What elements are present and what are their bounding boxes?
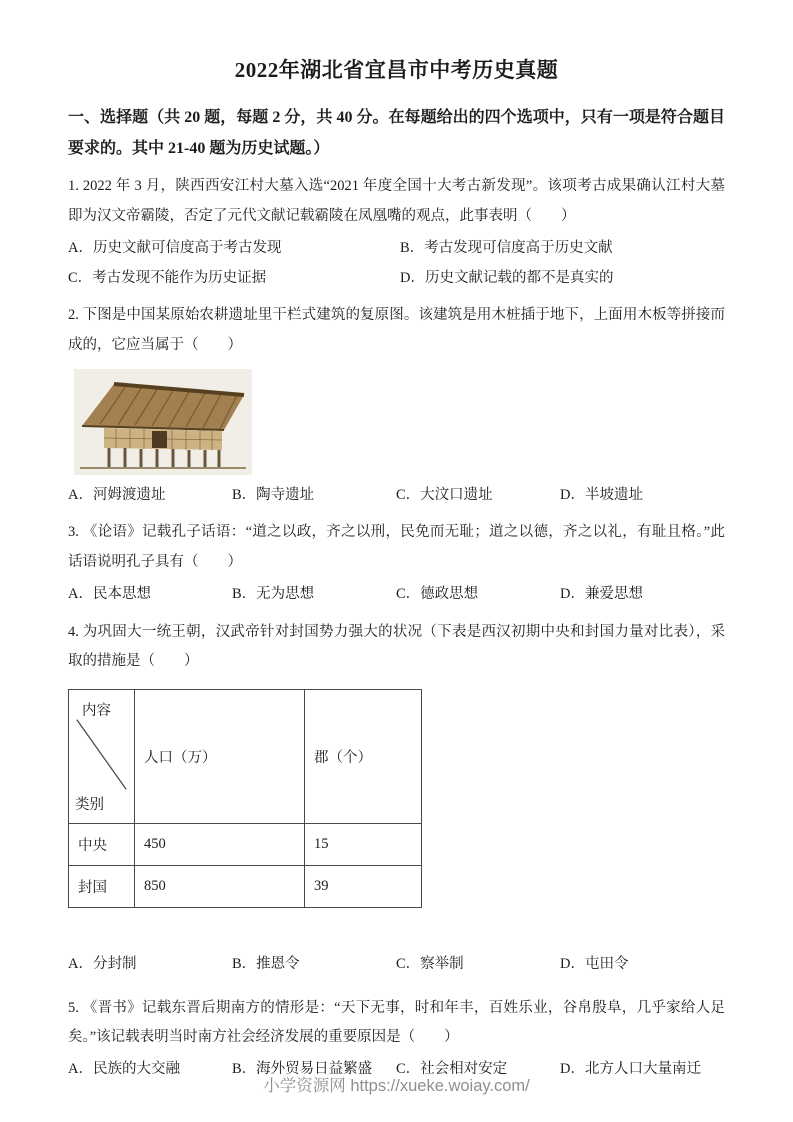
table-cell-population: 450 (135, 824, 305, 866)
table-cell-jun: 39 (305, 866, 422, 908)
central-vs-fiefdom-table (68, 689, 422, 908)
question-3-stem: 3. 《论语》记载孔子话语：“道之以政，齐之以刑，民免而无耻；道之以德，齐之以礼，有耻且格。”此话语说明孔子具有（ ） (68, 524, 725, 571)
table-header-row (69, 690, 422, 824)
question-5-option-a: A．民族的大交融 (68, 1061, 180, 1078)
question-2-option-d: D．半坡遗址 (560, 486, 643, 503)
question-5-option-c: C．社会相对安定 (396, 1061, 508, 1078)
question-1-option-a: A．历史文献可信度高于考古发现 (68, 239, 282, 256)
table-col-header-jun: 郡（个） (305, 690, 422, 824)
question-5-option-d: D．北方人口大量南迁 (560, 1061, 701, 1078)
question-2-option-a: A．河姆渡遗址 (68, 486, 166, 503)
question-4-stem: 4. 为巩固大一统王朝，汉武帝针对封国势力强大的状况（下表是西汉初期中央和封国力量对比表），采取的措施是（ ） (68, 623, 725, 670)
page-footer (0, 1072, 793, 1096)
document-title: 2022年湖北省宜昌市中考历史真题 (234, 58, 559, 82)
table-row-fiefdom (69, 866, 422, 908)
stilt-house-image (74, 369, 252, 475)
question-1-option-b: B．考古发现可信度高于历史文献 (400, 239, 613, 256)
table-row-central (69, 824, 422, 866)
question-2-stem: 2. 下图是中国某原始农耕遗址里干栏式建筑的复原图。该建筑是用木桩插于地下，上面用木板等拼接而成的，它应当属于（ ） (68, 307, 725, 353)
question-3-option-d: D．兼爱思想 (560, 585, 643, 602)
table-cell-jun: 15 (305, 824, 422, 866)
question-5-stem: 5. 《晋书》记载东晋后期南方的情形是：“天下无事，时和年丰，百姓乐业，谷帛殷阜，几乎家给人足矣。”该记载表明当时南方社会经济发展的重要原因是（ ） (68, 999, 725, 1046)
footer-link[interactable]: https://xueke.woiay.com/ (350, 1077, 530, 1095)
table-corner-cell (69, 690, 135, 824)
question-3-options (68, 580, 725, 610)
table-cell-label: 封国 (69, 866, 135, 908)
question-5-option-b: B．海外贸易日益繁盛 (232, 1061, 373, 1078)
question-4-options (68, 950, 725, 980)
question-1-stem: 1. 2022 年 3 月，陕西西安江村大墓入选“2021 年度全国十大考古新发现”。该项考古成果确认江村大墓即为汉文帝霸陵，否定了元代文献记载霸陵在凤凰嘴的观点，此事表明（ ） (68, 178, 725, 225)
question-3-option-a: A．民本思想 (68, 585, 151, 602)
table-cell-population: 850 (135, 866, 305, 908)
question-4-option-a: A．分封制 (68, 956, 137, 972)
question-3 (68, 518, 725, 609)
question-2 (68, 301, 725, 510)
table-col-header-population: 人口（万） (135, 690, 305, 824)
question-3-option-b: B．无为思想 (232, 585, 315, 602)
question-1-option-d: D．历史文献记载的都不是真实的 (400, 269, 614, 286)
question-4-option-b: B．推恩令 (232, 956, 300, 972)
question-4-option-c: C．察举制 (396, 956, 464, 972)
question-4-option-d: D．屯田令 (560, 956, 629, 972)
question-2-options (68, 481, 725, 511)
table-corner-bottom-label: 类别 (75, 797, 104, 813)
question-1 (68, 172, 725, 293)
table-corner-top-label: 内容 (82, 703, 111, 719)
question-2-option-b: B．陶寺遗址 (232, 486, 315, 503)
table-cell-label: 中央 (69, 824, 135, 866)
question-1-options (68, 234, 725, 293)
footer-site-name: 小学资源网 (263, 1077, 351, 1095)
question-3-option-c: C．德政思想 (396, 585, 479, 602)
stilt-house-illustration (74, 369, 252, 475)
section-header: 一、选择题（共 20 题，每题 2 分，共 40 分。在每题给出的四个选项中，只有一项是符合题目要求的。其中 21-40 题为历史试题。） (68, 109, 725, 158)
question-2-option-c: C．大汶口遗址 (396, 486, 493, 503)
question-4 (68, 618, 725, 980)
question-1-option-c: C．考古发现不能作为历史证据 (68, 269, 267, 286)
